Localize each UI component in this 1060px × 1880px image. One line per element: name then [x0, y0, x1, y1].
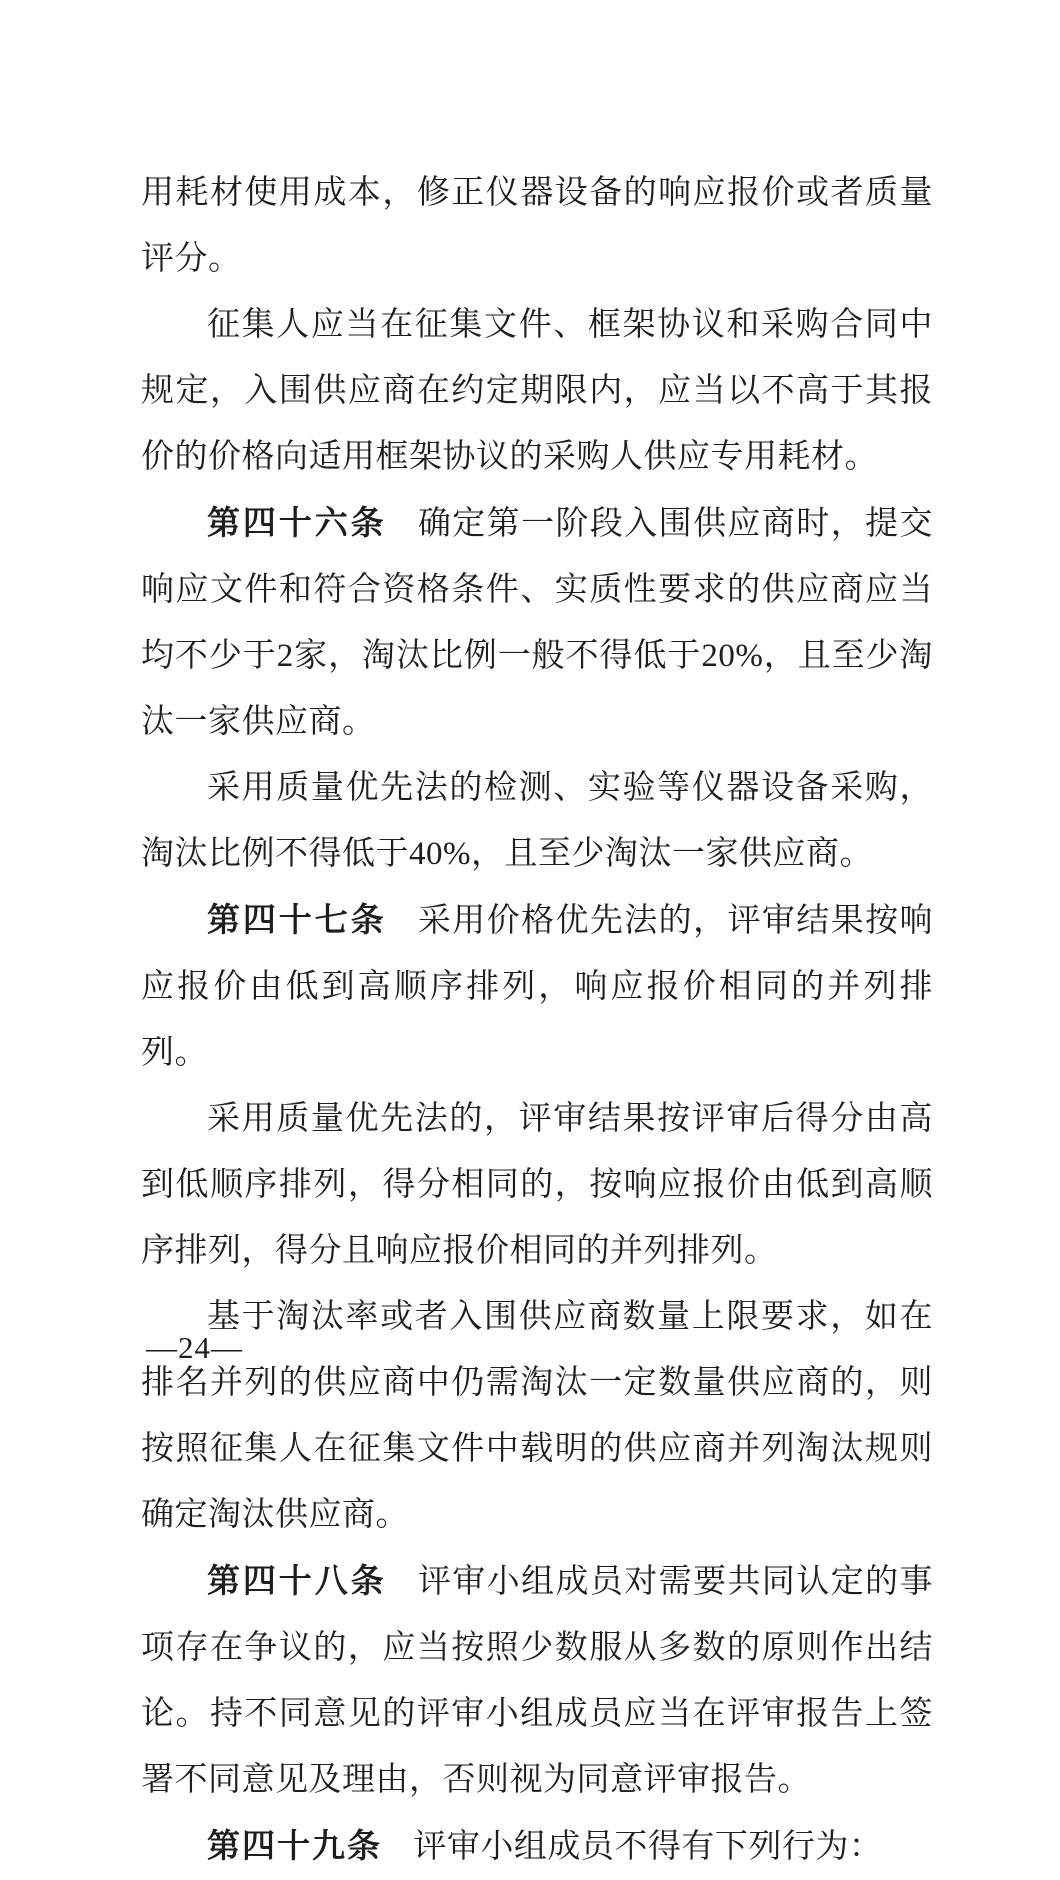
article-48-text: 评审小组成员对需要共同认定的事项存在争议的，应当按照少数服从多数的原则作出结论。持不同意见的评审小组成员应当在评审报告上签署不同意见及理由，否则视为同意评审报告。 [141, 1564, 934, 1798]
paragraph-article-49 [141, 1813, 933, 1880]
paragraph-collector-requirements: 征集人应当在征集文件、框架协议和采购合同中规定，入围供应商在约定期限内，应当以不高于其报价的价格向适用框架协议的采购人供应专用耗材。 [141, 307, 933, 475]
paragraph-article-47 [141, 887, 933, 1086]
paragraph-elimination-rules: 基于淘汰率或者入围供应商数量上限要求，如在排名并列的供应商中仍需淘汰一定数量供应商的，则按照征集人在征集文件中载明的供应商并列淘汰规则确定淘汰供应商。 [141, 1299, 933, 1533]
article-46-text: 确定第一阶段入围供应商时，提交响应文件和符合资格条件、实质性要求的供应商应当均不少于2家，淘汰比例一般不得低于20%，且至少淘汰一家供应商。 [141, 506, 934, 740]
paragraph-quality-ranking: 采用质量优先法的，评审结果按评审后得分由高到低顺序排列，得分相同的，按响应报价由低到高顺序排列，得分且响应报价相同的并列排列。 [141, 1101, 933, 1269]
page-number: —24— [146, 1330, 243, 1365]
paragraph-quality-first-method: 采用质量优先法的检测、实验等仪器设备采购，淘汰比例不得低于40%，且至少淘汰一家供应商。 [141, 770, 933, 872]
paragraph-article-48 [141, 1548, 933, 1813]
article-number-48: 第四十八条 [207, 1562, 387, 1599]
article-number-46: 第四十六条 [207, 504, 387, 541]
document-body-text [141, 160, 933, 1880]
article-49-text: 评审小组成员不得有下列行为： [413, 1829, 883, 1865]
article-47-text: 采用价格优先法的，评审结果按响应报价由低到高顺序排列，响应报价相同的并列排列。 [141, 903, 934, 1071]
article-number-49: 第四十九条 [207, 1827, 382, 1864]
paragraph-continuation: 用耗材使用成本，修正仪器设备的响应报价或者质量评分。 [141, 175, 933, 277]
paragraph-article-46 [141, 490, 933, 755]
article-number-47: 第四十七条 [207, 901, 387, 938]
